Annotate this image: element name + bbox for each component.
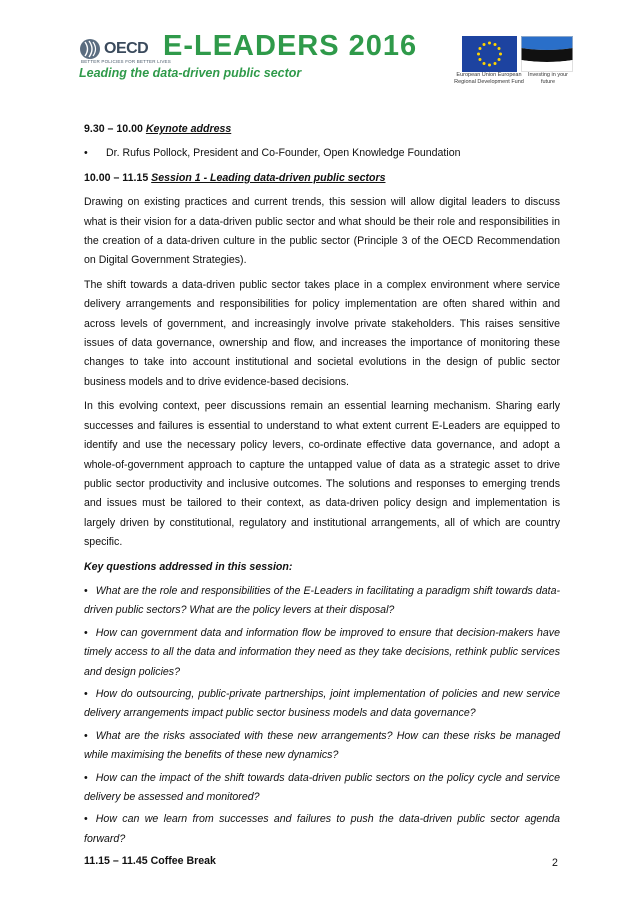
bullet-icon: • <box>84 147 88 160</box>
bullet-icon: • <box>84 687 88 700</box>
oecd-logo <box>79 36 171 66</box>
keynote-header <box>84 120 560 139</box>
session-paragraph: The shift towards a data-driven public sector takes place in a complex environment where service delivery arrangements and responsibilities for policy implementation are often shared within and across levels of government, and increasingly involve private stakeholders. This raises sensitive issues of data governance, ownership and flow, and increases the importance of monitoring these changes to take into account institutional and societal evolutions in the design of public sector business models and to drive evidence-based decisions. <box>84 278 560 388</box>
oecd-tagline: BETTER POLICIES FOR BETTER LIVES <box>81 59 171 64</box>
eu-star <box>488 64 491 67</box>
eu-star <box>483 43 486 46</box>
eu-star <box>494 43 497 46</box>
eu-star <box>477 53 480 56</box>
eu-star <box>478 58 481 61</box>
eu-star <box>498 58 501 61</box>
key-questions-title: Key questions addressed in this session: <box>84 560 293 573</box>
question-text: What are the role and responsibilities of the E-Leaders in facilitating a paradigm shift towards data-driven public sectors? What are the policy levers at their disposal? <box>84 584 560 617</box>
keynote-time: 9.30 – 10.00 <box>84 123 143 135</box>
question-item <box>84 810 560 849</box>
eu-star <box>483 62 486 65</box>
bullet-icon: • <box>84 729 88 742</box>
session-header <box>84 169 560 188</box>
eu-star <box>478 47 481 50</box>
eu-star <box>488 42 491 45</box>
keynote-speaker: Dr. Rufus Pollock, President and Co-Founder, Open Knowledge Foundation <box>106 147 461 160</box>
agenda-content <box>84 120 560 877</box>
question-item <box>84 727 560 766</box>
eu-caption: European Union European Regional Development Fund <box>454 72 524 85</box>
question-text: What are the risks associated with these new arrangements? How can these risks be managed while maximising the benefits of these new dynamics? <box>84 729 560 762</box>
bullet-icon: • <box>84 626 88 639</box>
oecd-globe-icon <box>79 38 101 60</box>
question-item <box>84 685 560 724</box>
bullet-icon: • <box>84 584 88 597</box>
page-header <box>0 0 638 110</box>
question-text: How do outsourcing, public-private partnerships, joint implementation of policies and new service delivery arrangements impact public sector business models and data governance? <box>84 687 560 720</box>
question-text: How can we learn from successes and failures to push the data-driven public sector agenda forward? <box>84 813 560 845</box>
bullet-icon: • <box>84 771 88 784</box>
oecd-wordmark: OECD <box>104 40 149 57</box>
eu-star <box>494 62 497 65</box>
session-title: Session 1 - Leading data-driven public sectors <box>151 171 386 184</box>
keynote-title: Keynote address <box>145 123 232 135</box>
eu-star <box>499 53 502 56</box>
keynote-speaker-item <box>84 144 560 163</box>
bullet-icon: • <box>84 813 88 826</box>
session-paragraph: Drawing on existing practices and current trends, this session will allow digital leaders to discuss what is their vision for a data-driven public sector and what should be their role and responsibilities in the creation of a data-driven culture in the public sector (Principle 3 of the OECD Recommendation on Digital Government Strategies). <box>84 196 560 267</box>
question-item <box>84 582 560 621</box>
page-number: 2 <box>552 857 558 869</box>
session-paragraph: In this evolving context, peer discussions remain an essential learning mechanism. Sharing early successes and failures is essential to understand to what extent current E-Leaders are equipped to identify and use the necessary policy levers, co-ordinate effective data governance, and adopt a whole-of-government approach to capture the untapped value of data as a strategic asset to drive public sector productivity and inclusive outcomes. The solutions and responses to emerging trends and issues must be tailored to their context, as data-driven policy design and implementation is largely driven by constitutional, regulatory and institutional arrangements, all of which are country specific. <box>84 400 560 549</box>
question-text: How can government data and information flow be improved to ensure that decision-makers have timely access to all the data and information they need as they take decisions, rethink public services and design policies? <box>84 626 560 678</box>
ee-caption: Investing in your future <box>527 72 569 85</box>
eu-star <box>498 47 501 50</box>
question-item <box>84 624 560 682</box>
session-time: 10.00 – 11.15 <box>84 171 149 184</box>
coffee-break: 11.15 – 11.45 Coffee Break <box>84 855 216 868</box>
question-item <box>84 769 560 808</box>
event-title: E-LEADERS 2016 <box>163 30 418 62</box>
question-text: How can the impact of the shift towards data-driven public sectors on the policy cycle and service delivery be assessed and monitored? <box>84 771 560 803</box>
estonia-flag-icon <box>521 36 573 72</box>
event-subtitle: Leading the data-driven public sector <box>79 66 302 80</box>
eu-flag-icon <box>462 36 517 72</box>
